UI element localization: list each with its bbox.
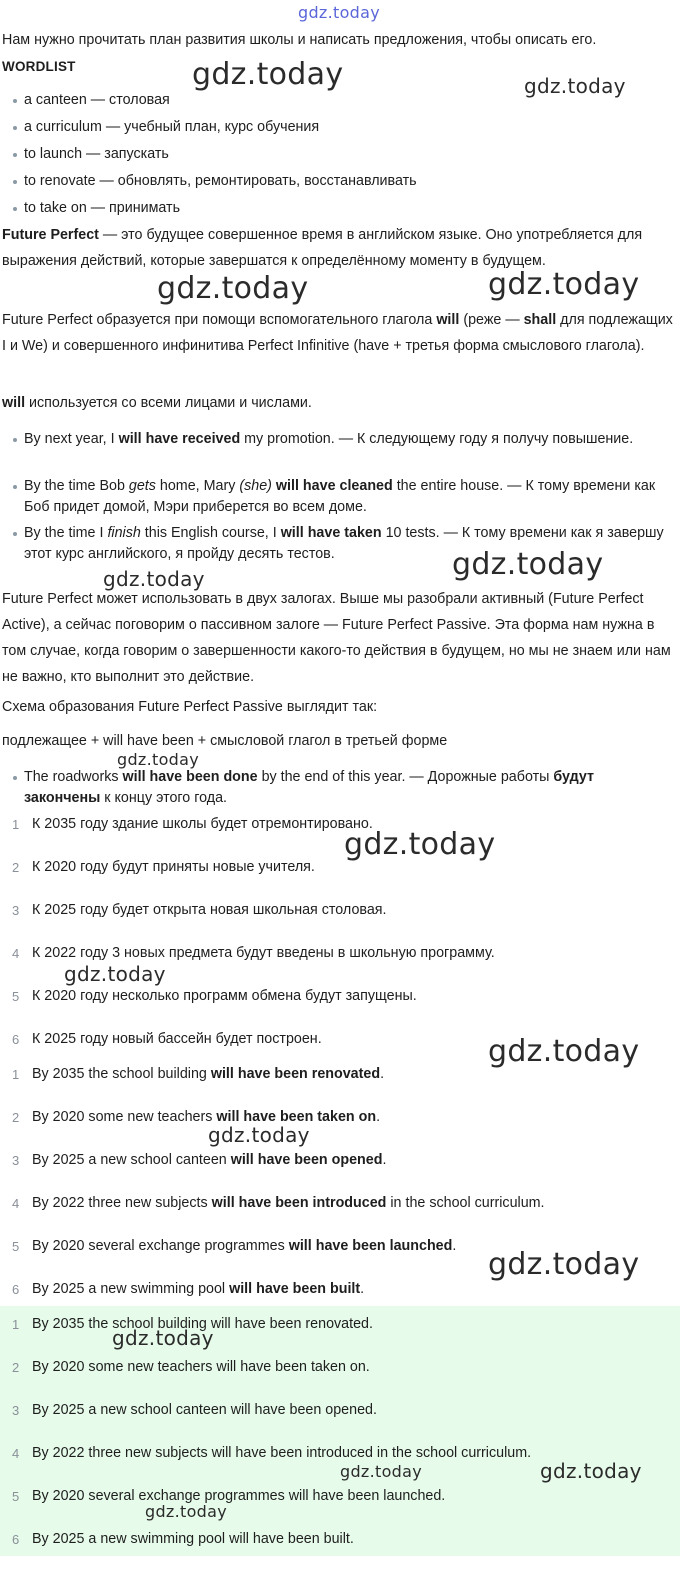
answer-bold: will have been opened bbox=[230, 1152, 383, 1168]
example-text: home, Mary bbox=[155, 478, 240, 494]
example-italic: finish bbox=[107, 525, 141, 541]
task-text: К 2025 году будет открыта новая школьная столовая. bbox=[32, 902, 387, 918]
item-number: 6 bbox=[12, 1282, 20, 1297]
answer-bold: will have been taken on bbox=[216, 1109, 377, 1125]
answer-text: By 2020 some new teachers bbox=[32, 1109, 217, 1125]
item-number: 4 bbox=[12, 1446, 20, 1461]
example-text: by the end of this year. — Дорожные работы bbox=[257, 769, 554, 785]
task-text: К 2020 году несколько программ обмена будут запущены. bbox=[32, 988, 417, 1004]
final-answer-item bbox=[0, 1529, 680, 1572]
watermark: gdz.today bbox=[112, 1326, 214, 1350]
answers-annotated bbox=[0, 1064, 680, 1322]
answer-text: . bbox=[452, 1238, 457, 1254]
answer-text: in the school curriculum. bbox=[386, 1195, 545, 1211]
answer-item bbox=[0, 1193, 680, 1236]
fp-formation-part: для подлежащих I и We) и совершенного инфинитива Perfect Infinitive (have + третья форма смыслового глагола). bbox=[2, 312, 673, 354]
watermark: gdz.today bbox=[340, 1462, 422, 1481]
task-item bbox=[0, 814, 680, 862]
intro-text: Нам нужно прочитать план развития школы и написать предложения, чтобы описать его. bbox=[2, 32, 597, 48]
watermark: gdz.today bbox=[64, 962, 166, 986]
item-number: 2 bbox=[12, 1110, 20, 1125]
example-text: By the time I bbox=[24, 525, 108, 541]
answer-text: By 2020 several exchange programmes bbox=[32, 1238, 289, 1254]
item-number: 5 bbox=[12, 1239, 20, 1254]
watermark: gdz.today bbox=[103, 567, 205, 591]
answer-text: By 2025 a new school canteen bbox=[32, 1152, 231, 1168]
wordlist-item: to launch — запускать bbox=[0, 144, 680, 171]
final-answer-item bbox=[0, 1486, 680, 1529]
item-number: 2 bbox=[12, 860, 20, 875]
item-number: 3 bbox=[12, 1153, 20, 1168]
wordlist-item: to take on — принимать bbox=[0, 198, 680, 225]
fp-example bbox=[0, 429, 680, 476]
wordlist-item: to renovate — обновлять, ремонтировать, восстанавливать bbox=[0, 171, 680, 198]
watermark: gdz.today bbox=[344, 827, 496, 862]
watermark: gdz.today bbox=[524, 74, 626, 98]
item-number: 4 bbox=[12, 946, 20, 961]
answer-bold: will have been introduced bbox=[211, 1195, 387, 1211]
final-answer-text: By 2035 the school building will have been renovated. bbox=[32, 1316, 373, 1332]
final-answer-item bbox=[0, 1400, 680, 1443]
fp-example bbox=[0, 476, 680, 523]
scheme-intro: Схема образования Future Perfect Passive выглядит так: bbox=[2, 699, 378, 715]
watermark: gdz.today bbox=[208, 1123, 310, 1147]
example-bold: will have been done bbox=[122, 769, 258, 785]
watermark: gdz.today bbox=[540, 1459, 642, 1483]
scheme: подлежащее + will have been + смысловой глагол в третьей форме bbox=[2, 733, 448, 749]
answer-text: . bbox=[380, 1066, 385, 1082]
task-item bbox=[0, 900, 680, 943]
item-number: 1 bbox=[12, 1067, 20, 1082]
item-number: 5 bbox=[12, 989, 20, 1004]
task-item bbox=[0, 986, 680, 1029]
watermark: gdz.today bbox=[145, 1502, 227, 1521]
wordlist-item: a curriculum — учебный план, курс обучения bbox=[0, 117, 680, 144]
wordlist-item: a canteen — столовая bbox=[0, 90, 680, 117]
example-bold: will have taken bbox=[280, 525, 382, 541]
fp-formation-will: will bbox=[436, 312, 460, 328]
wordlist-title: WORDLIST bbox=[2, 59, 76, 74]
example-text: The roadworks bbox=[24, 769, 123, 785]
fp-term: Future Perfect bbox=[2, 227, 99, 243]
watermark: gdz.today bbox=[488, 267, 640, 302]
wordlist bbox=[0, 56, 680, 77]
wordlist-items bbox=[0, 90, 680, 225]
watermark: gdz.today bbox=[488, 1247, 640, 1282]
fp-voices: Future Perfect может использовать в двух залогах. Выше мы разобрали активный (Future Perfect Active), а сейчас поговорим о пассивном залоге — Future Perfect Passive. Эта форма нам нужна в том случае, когда говорим о завершенности какого-то действия в будущем, но мы не знаем или нам не важно, кто выполнит это действие. bbox=[2, 591, 671, 685]
final-answer-text: By 2020 some new teachers will have been taken on. bbox=[32, 1359, 370, 1375]
task-text: К 2035 году здание школы будет отремонтировано. bbox=[32, 816, 373, 832]
will-word: will bbox=[2, 395, 26, 411]
fp-formation-shall: shall bbox=[523, 312, 557, 328]
fp-definition bbox=[0, 222, 680, 274]
item-number: 3 bbox=[12, 903, 20, 918]
task-text: К 2025 году новый бассейн будет построен. bbox=[32, 1031, 322, 1047]
example-bold: будут закончены bbox=[24, 769, 595, 806]
answer-item bbox=[0, 1236, 680, 1282]
answer-text: . bbox=[360, 1281, 365, 1297]
fp-formation bbox=[0, 307, 680, 359]
item-number: 4 bbox=[12, 1196, 20, 1211]
fp-examples bbox=[0, 429, 680, 570]
answer-bold: will have been built bbox=[229, 1281, 361, 1297]
watermark: gdz.today bbox=[192, 57, 344, 92]
will-usage bbox=[0, 393, 680, 414]
task-text: К 2020 году будут приняты новые учителя. bbox=[32, 859, 315, 875]
final-answer-text: By 2020 several exchange programmes will have been launched. bbox=[32, 1488, 446, 1504]
item-number: 5 bbox=[12, 1489, 20, 1504]
example-italic: gets bbox=[128, 478, 156, 494]
example-text: the entire house. — К тому времени как Боб придет домой, Мэри приберется во всем доме. bbox=[24, 478, 656, 515]
answer-text: By 2025 a new swimming pool bbox=[32, 1281, 230, 1297]
example-bold: will have received bbox=[118, 431, 241, 447]
passive-example bbox=[0, 767, 680, 809]
final-answer-text: By 2025 a new swimming pool will have been built. bbox=[32, 1531, 354, 1547]
answer-item bbox=[0, 1064, 680, 1107]
answer-item bbox=[0, 1107, 680, 1150]
fp-definition-text: — это будущее совершенное время в английском языке. Оно употребляется для выражения действий, которые завершатся к определённому моменту в будущем. bbox=[2, 227, 643, 269]
answer-text: By 2035 the school building bbox=[32, 1066, 211, 1082]
watermark: gdz.today bbox=[117, 750, 199, 769]
example-text: By the time Bob bbox=[24, 478, 129, 494]
example-text: к концу этого года. bbox=[100, 790, 228, 806]
answer-text: . bbox=[376, 1109, 381, 1125]
final-answer-text: By 2022 three new subjects will have been introduced in the school curriculum. bbox=[32, 1445, 532, 1461]
answer-bold: will have been renovated bbox=[210, 1066, 381, 1082]
example-text: my promotion. — К следующему году я получу повышение. bbox=[240, 431, 634, 447]
example-text: 10 tests. — К тому времени как я завершу этот курс английского, я пройду десять тестов. bbox=[24, 525, 664, 562]
answer-bold: will have been launched bbox=[288, 1238, 453, 1254]
task-item bbox=[0, 857, 680, 900]
item-number: 3 bbox=[12, 1403, 20, 1418]
example-bold: will have cleaned bbox=[275, 478, 393, 494]
item-number: 1 bbox=[12, 1317, 20, 1332]
fp-formation-part: Future Perfect образуется при помощи вспомогательного глагола bbox=[2, 312, 437, 328]
fp-formation-part: (реже — bbox=[459, 312, 524, 328]
answer-item bbox=[0, 1150, 680, 1193]
answer-text: By 2022 three new subjects bbox=[32, 1195, 212, 1211]
watermark: gdz.today bbox=[488, 1034, 640, 1069]
item-number: 1 bbox=[12, 817, 20, 832]
item-number: 2 bbox=[12, 1360, 20, 1375]
will-usage-text: используется со всеми лицами и числами. bbox=[25, 395, 312, 411]
tasks-russian bbox=[0, 814, 680, 1072]
final-answer-text: By 2025 a new school canteen will have been opened. bbox=[32, 1402, 377, 1418]
watermark: gdz.today bbox=[298, 3, 380, 22]
fp-example bbox=[0, 523, 680, 570]
example-text: this English course, I bbox=[140, 525, 281, 541]
example-text: By next year, I bbox=[24, 431, 119, 447]
watermark: gdz.today bbox=[452, 547, 604, 582]
task-item bbox=[0, 943, 680, 986]
answers-final bbox=[0, 1314, 680, 1572]
task-text: К 2022 году 3 новых предмета будут введены в школьную программу. bbox=[32, 945, 495, 961]
example-italic: (she) bbox=[239, 478, 272, 494]
final-answer-item bbox=[0, 1443, 680, 1486]
item-number: 6 bbox=[12, 1532, 20, 1547]
final-answer-item bbox=[0, 1357, 680, 1400]
answer-text: . bbox=[382, 1152, 387, 1168]
watermark: gdz.today bbox=[157, 271, 309, 306]
passive-example-item bbox=[0, 767, 680, 809]
item-number: 6 bbox=[12, 1032, 20, 1047]
final-answer-item bbox=[0, 1314, 680, 1357]
